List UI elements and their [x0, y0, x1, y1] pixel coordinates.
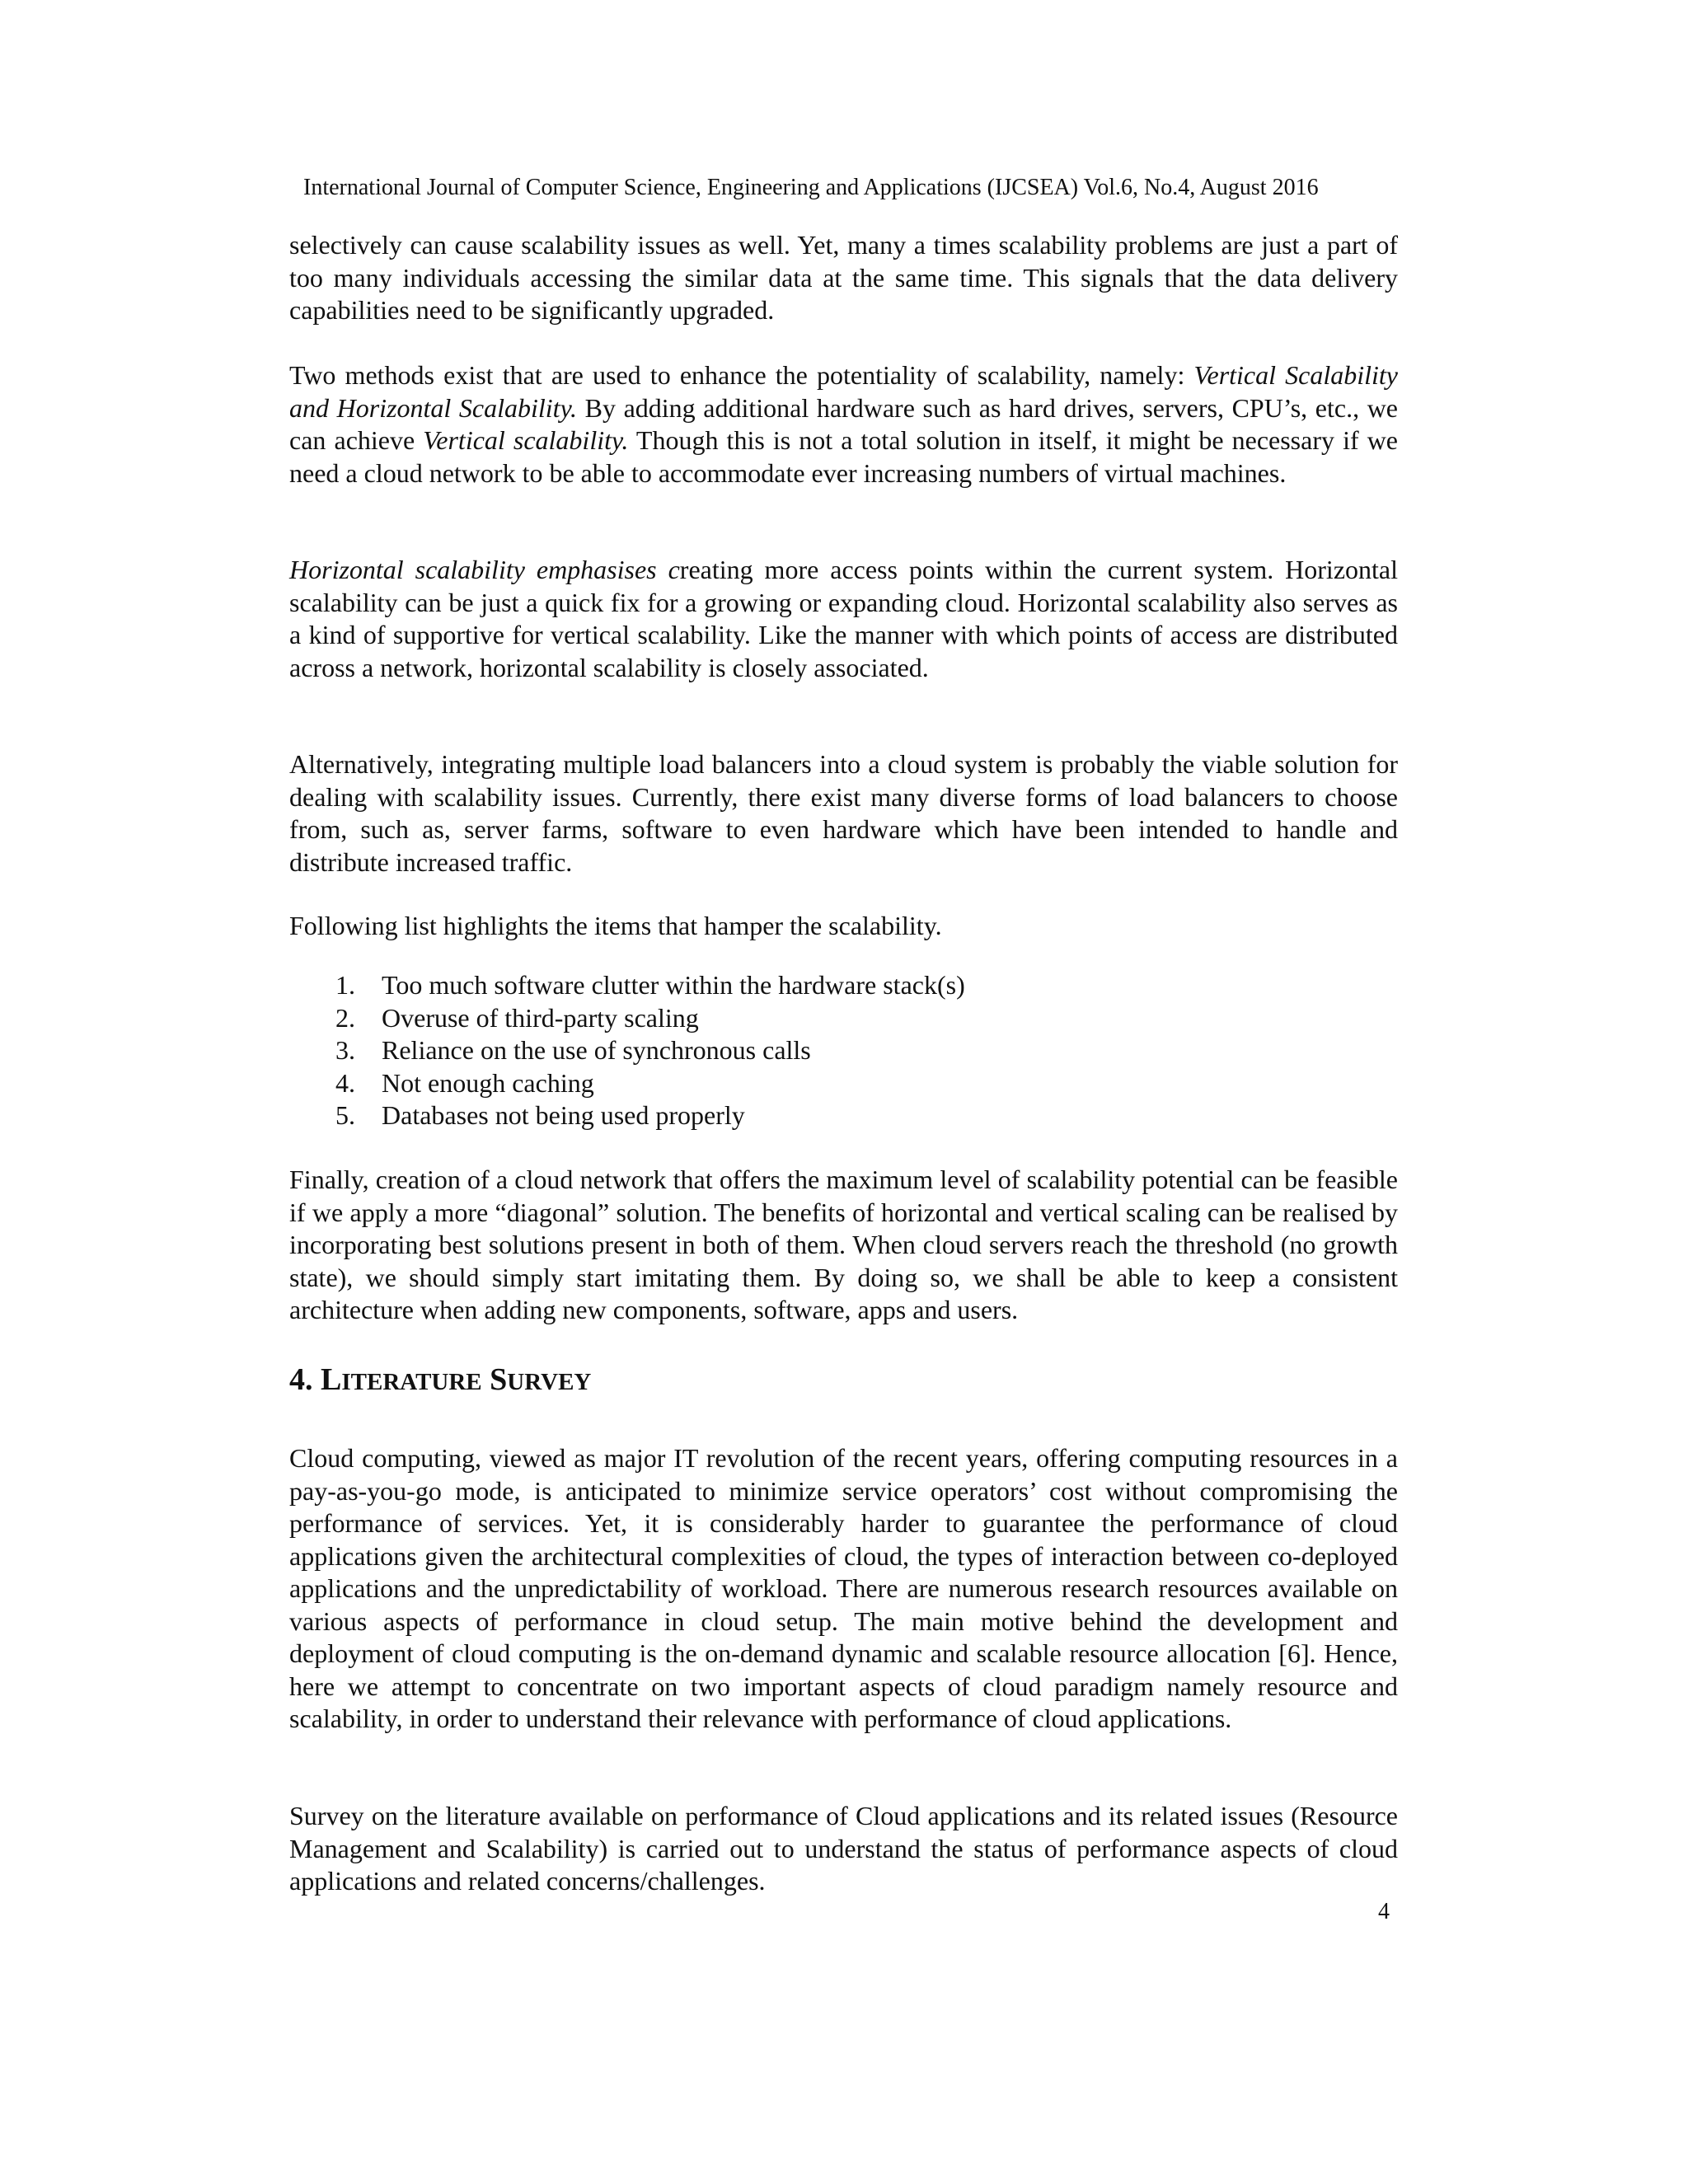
paragraph-text	[289, 554, 1398, 684]
paragraph-text	[289, 359, 1398, 490]
heading-initial: S	[490, 1362, 508, 1397]
list-item	[289, 1099, 1398, 1132]
list-item-text: Not enough caching	[382, 1067, 594, 1098]
italic-term: Vertical scalability.	[423, 425, 629, 455]
running-header: International Journal of Computer Science, Engineering and Applications (IJCSEA) Vol.6, No.4, August 2016	[303, 175, 1319, 200]
heading-small-caps: ITERATURE	[341, 1369, 482, 1395]
paragraph-text: Finally, creation of a cloud network that offers the maximum level of scalability potential can be feasible if we apply a more “diagonal” solution. The benefits of horizontal and vertical scaling can be realised by incorporating best solutions present in both of them. When cloud servers reach the threshold (no growth state), we should simply start imitating them. By doing so, we shall be able to keep a consistent architecture when adding new components, software, apps and users.	[289, 1165, 1398, 1324]
list-item-text: Databases not being used properly	[382, 1100, 745, 1130]
scalability-issues-list	[289, 969, 1398, 1132]
paragraph-load-balancers	[289, 748, 1398, 879]
paragraph-text: Alternatively, integrating multiple load balancers into a cloud system is probably the viable solution for dealing with scalability issues. Currently, there exist many diverse forms of load balancers to choose from, such as, server farms, software to even hardware which have been intended to handle and distribute increased traffic.	[289, 749, 1398, 877]
heading-small-caps: URVEY	[507, 1369, 592, 1395]
section-number: 4.	[289, 1362, 321, 1397]
text-run: reating more access points within the current system. Horizontal scalability can be just a quick fix for a growing or expanding cloud. Horizontal scalability also serves as a kind of supportive for vertical scalability. Like the manner with which points of access are distributed across a network, horizontal scalability is closely associated.	[289, 555, 1399, 682]
page-number: 4	[1378, 1899, 1390, 1924]
paragraph-diagonal-solution	[289, 1164, 1398, 1327]
list-item-text: Reliance on the use of synchronous calls	[382, 1035, 811, 1065]
paragraph-list-intro	[289, 910, 1398, 943]
italic-term: Vertical Scalability and Horizontal Scalability.	[289, 360, 1399, 423]
text-run: Though this is not a total solution in itself, it might be necessary if we need a cloud network to be able to accommodate ever increasing numbers of virtual machines.	[289, 425, 1398, 488]
list-item-number: 1.	[335, 970, 355, 1000]
paragraph-cloud-computing	[289, 1442, 1398, 1736]
list-item-number: 4.	[335, 1067, 355, 1098]
list-item	[289, 969, 1398, 1002]
paragraph-text: selectively can cause scalability issues as well. Yet, many a times scalability problems are just a part of too many individuals accessing the similar data at the same time. This signals that the data delivery capabilities need to be significantly upgraded.	[289, 230, 1398, 325]
section-heading	[289, 1360, 591, 1402]
list-item	[289, 1067, 1398, 1100]
list-item-number: 3.	[335, 1035, 355, 1065]
paragraph-two-methods	[289, 359, 1398, 490]
heading-initial: L	[321, 1362, 342, 1397]
paragraph-text: Cloud computing, viewed as major IT revolution of the recent years, offering computing resources in a pay-as-you-go mode, is anticipated to minimize service operators’ cost without compromising the performance of services. Yet, it is considerably harder to guarantee the performance of cloud applications given the architectural complexities of cloud, the types of interaction between co-deployed applications and the unpredictability of workload. There are numerous research resources available on various aspects of performance in cloud setup. The main motive behind the development and deployment of cloud computing is the on-demand dynamic and scalable resource allocation [6]. Hence, here we attempt to concentrate on two important aspects of cloud paradigm namely resource and scalability, in order to understand their relevance with performance of cloud applications.	[289, 1443, 1398, 1733]
list-item-text: Too much software clutter within the hardware stack(s)	[382, 970, 965, 1000]
italic-term: Horizontal scalability emphasises c	[289, 555, 680, 584]
text-run: By adding additional hardware such as hard drives, servers, CPU’s, etc., we can achieve	[289, 392, 1399, 455]
paragraph-text: Following list highlights the items that hamper the scalability.	[289, 911, 942, 940]
paragraph-text: Survey on the literature available on performance of Cloud applications and its related issues (Resource Management and Scalability) is carried out to understand the status of performance aspects of cloud applications and related concerns/challenges.	[289, 1801, 1398, 1896]
list-item-text: Overuse of third-party scaling	[382, 1002, 699, 1033]
paragraph-horizontal-scalability	[289, 554, 1398, 684]
list-item	[289, 1034, 1398, 1067]
paragraph-survey	[289, 1800, 1398, 1898]
list-item-number: 5.	[335, 1100, 355, 1130]
paragraph-scalability-issues	[289, 229, 1398, 327]
list-item-number: 2.	[335, 1002, 355, 1033]
list-item	[289, 1002, 1398, 1035]
text-run: Two methods exist that are used to enhance the potentiality of scalability, namely:	[289, 360, 1194, 390]
